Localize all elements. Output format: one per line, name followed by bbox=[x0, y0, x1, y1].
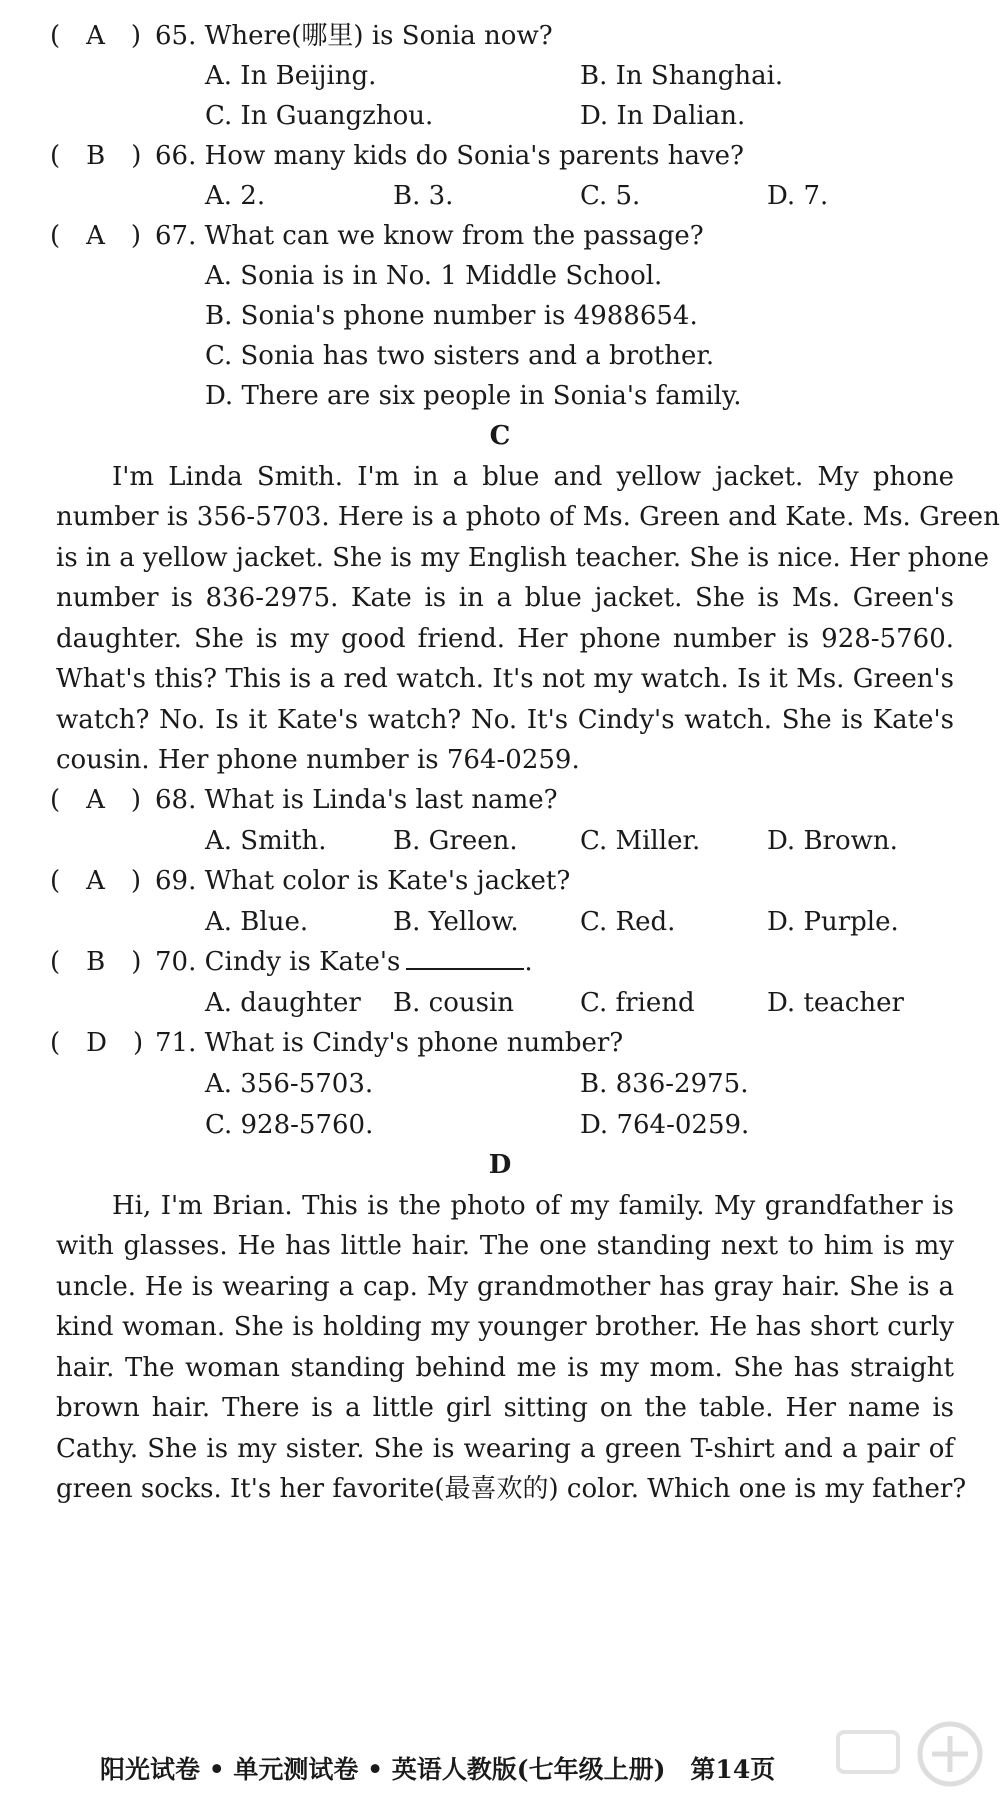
q68-question: 68. What is Linda's last name? bbox=[155, 785, 558, 815]
q69-option-b: B. Yellow. bbox=[393, 907, 519, 937]
section-d-heading: D bbox=[488, 1150, 512, 1180]
section-d-line: hair. The woman standing behind me is my mom. She has straight bbox=[56, 1353, 954, 1383]
section-d-line: brown hair. There is a little girl sitting on the table. Her name is bbox=[56, 1393, 954, 1423]
q69-option-a: A. Blue. bbox=[205, 907, 309, 937]
q70-option-d: D. teacher bbox=[767, 988, 904, 1018]
q71-option-d: D. 764-0259. bbox=[580, 1110, 750, 1140]
q66-option-b: B. 3. bbox=[393, 181, 454, 211]
q65-answer: ( A ) bbox=[50, 21, 142, 51]
q71-option-b: B. 836-2975. bbox=[580, 1069, 749, 1099]
q66-question: 66. How many kids do Sonia's parents have? bbox=[155, 141, 744, 171]
q68-option-c: C. Miller. bbox=[580, 826, 701, 856]
q67-option-c: C. Sonia has two sisters and a brother. bbox=[205, 341, 715, 371]
section-d-line: Cathy. She is my sister. She is wearing a green T-shirt and a pair of bbox=[56, 1434, 954, 1464]
q70-question-text: 70. Cindy is Kate's bbox=[155, 947, 401, 977]
section-c-line: I'm Linda Smith. I'm in a blue and yellow jacket. My phone bbox=[112, 462, 954, 492]
q66-option-c: C. 5. bbox=[580, 181, 641, 211]
q65-option-c: C. In Guangzhou. bbox=[205, 101, 434, 131]
q69-question: 69. What color is Kate's jacket? bbox=[155, 866, 571, 896]
q66-answer: ( B ) bbox=[50, 141, 142, 171]
section-c-line: number is 836-2975. Kate is in a blue jacket. She is Ms. Green's bbox=[56, 583, 954, 613]
q65-question: 65. Where(哪里) is Sonia now? bbox=[155, 21, 553, 51]
q67-option-b: B. Sonia's phone number is 4988654. bbox=[205, 301, 698, 331]
q71-option-c: C. 928-5760. bbox=[205, 1110, 374, 1140]
q66-option-a: A. 2. bbox=[205, 181, 266, 211]
q68-option-d: D. Brown. bbox=[767, 826, 898, 856]
q70-question bbox=[155, 944, 533, 980]
q70-answer: ( B ) bbox=[50, 947, 142, 977]
q67-question: 67. What can we know from the passage? bbox=[155, 221, 704, 251]
section-c-line: number is 356-5703. Here is a photo of Ms. Green and Kate. Ms. Green bbox=[56, 502, 1000, 532]
section-d-line: kind woman. She is holding my younger brother. He has short curly bbox=[56, 1312, 954, 1342]
q71-question: 71. What is Cindy's phone number? bbox=[155, 1028, 624, 1058]
section-d-line: uncle. He is wearing a cap. My grandmother has gray hair. She is a bbox=[56, 1272, 954, 1302]
page-footer: 阳光试卷 • 单元测试卷 • 英语人教版(七年级上册) 第14页 bbox=[100, 1755, 776, 1784]
q71-answer: ( D ) bbox=[50, 1028, 144, 1058]
q65-option-d: D. In Dalian. bbox=[580, 101, 746, 131]
q65-option-a: A. In Beijing. bbox=[205, 61, 377, 91]
q66-option-d: D. 7. bbox=[767, 181, 829, 211]
q70-option-a: A. daughter bbox=[205, 988, 361, 1018]
section-c-line: cousin. Her phone number is 764-0259. bbox=[56, 745, 580, 775]
q70-period: . bbox=[524, 947, 533, 977]
q67-option-d: D. There are six people in Sonia's family. bbox=[205, 381, 742, 411]
q65-option-b: B. In Shanghai. bbox=[580, 61, 784, 91]
section-d-line: with glasses. He has little hair. The one standing next to him is my bbox=[56, 1231, 954, 1261]
q70-option-b: B. cousin bbox=[393, 988, 514, 1018]
section-d-line: green socks. It's her favorite(最喜欢的) color. Which one is my father? bbox=[56, 1474, 967, 1504]
q70-option-c: C. friend bbox=[580, 988, 695, 1018]
section-c-line: is in a yellow jacket. She is my English teacher. She is nice. Her phone bbox=[56, 543, 989, 573]
q69-option-c: C. Red. bbox=[580, 907, 676, 937]
q70-blank bbox=[406, 946, 524, 970]
q68-option-a: A. Smith. bbox=[205, 826, 327, 856]
section-c-line: watch? No. Is it Kate's watch? No. It's Cindy's watch. She is Kate's bbox=[56, 705, 954, 735]
section-c-line: What's this? This is a red watch. It's not my watch. Is it Ms. Green's bbox=[56, 664, 954, 694]
watermark-logo-icon bbox=[832, 1718, 992, 1802]
section-c-line: daughter. She is my good friend. Her phone number is 928-5760. bbox=[56, 624, 954, 654]
q71-option-a: A. 356-5703. bbox=[205, 1069, 374, 1099]
q68-answer: ( A ) bbox=[50, 785, 142, 815]
section-d-line: Hi, I'm Brian. This is the photo of my family. My grandfather is bbox=[112, 1191, 954, 1221]
q69-answer: ( A ) bbox=[50, 866, 142, 896]
q67-answer: ( A ) bbox=[50, 221, 142, 251]
section-c-heading: C bbox=[489, 421, 511, 451]
q68-option-b: B. Green. bbox=[393, 826, 518, 856]
q69-option-d: D. Purple. bbox=[767, 907, 899, 937]
q67-option-a: A. Sonia is in No. 1 Middle School. bbox=[205, 261, 663, 291]
